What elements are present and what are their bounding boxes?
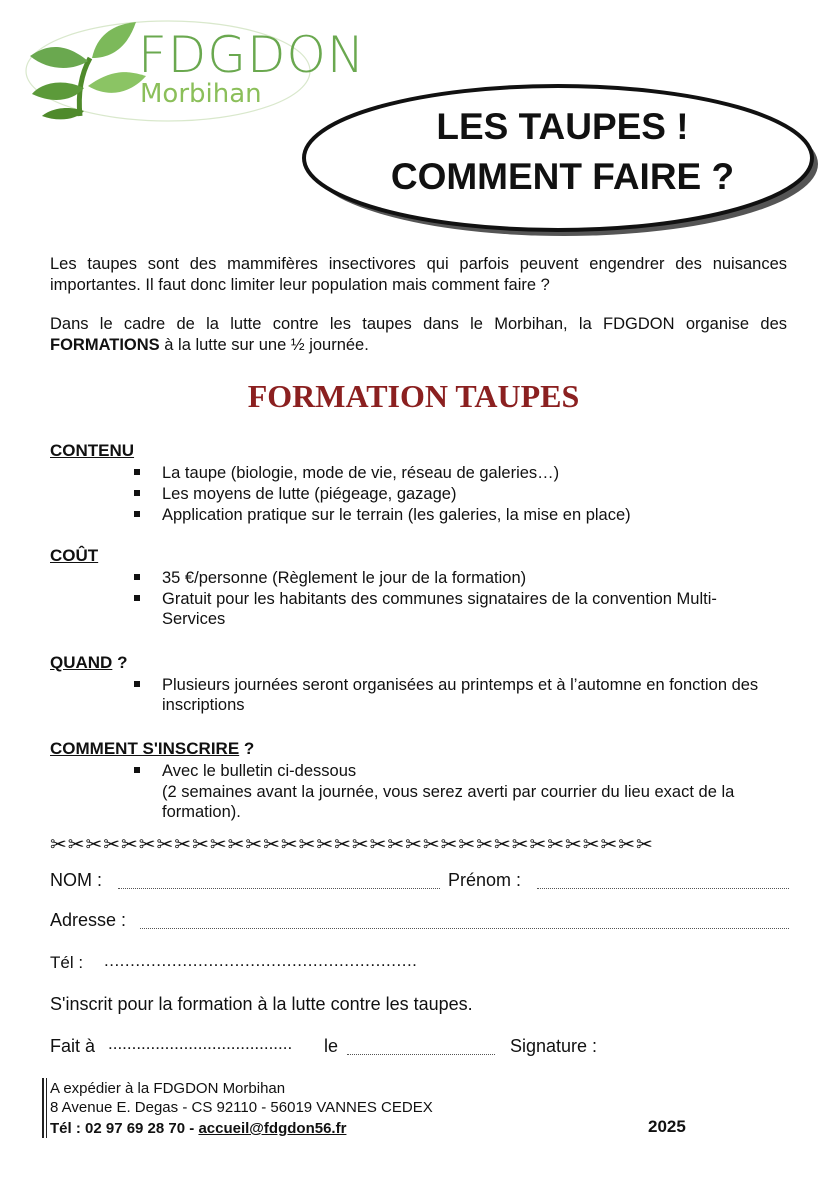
form-nom-row [50, 870, 102, 891]
formation-title: FORMATION TAUPES [247, 378, 580, 414]
inscription-text: S'inscrit pour la formation à la lutte contre les taupes. [50, 994, 473, 1014]
section-heading-cout: COÛT [50, 546, 99, 565]
adresse-field[interactable] [140, 916, 789, 929]
section-heading-inscrire: COMMENT S'INSCRIRE ? [50, 739, 255, 758]
intro-paragraph-1: Les taupes sont des mammifères insectivores qui parfois peuvent engendrer des nuisances importantes. Il faut donc limiter leur population mais comment faire ? [50, 255, 787, 294]
logo-subtitle: Morbihan [140, 79, 262, 109]
footer-contact: Tél : 02 97 69 28 70 - accueil@fdgdon56.fr [50, 1120, 347, 1137]
nom-label: NOM : [50, 870, 102, 890]
section-heading-contenu: CONTENU [50, 441, 135, 460]
footer-year: 2025 [648, 1117, 686, 1136]
prenom-label: Prénom : [448, 870, 522, 890]
fait-label: Fait à [50, 1036, 96, 1056]
fait-field[interactable]: ....................................... [108, 1034, 293, 1053]
signature-label: Signature : [510, 1036, 598, 1056]
intro-paragraph-2: Dans le cadre de la lutte contre les taupes dans le Morbihan, la FDGDON organise des FORMATIONS à la lutte sur une ½ journée. [50, 315, 787, 354]
banner-line-2: COMMENT FAIRE ? [390, 156, 735, 197]
nom-field[interactable] [118, 876, 440, 889]
banner-line-1: LES TAUPES ! [436, 106, 689, 147]
le-label: le [324, 1036, 339, 1056]
logo-title: FDGDON [138, 26, 366, 84]
footer-line-1: A expédier à la FDGDON Morbihan [50, 1080, 286, 1097]
footer-divider [42, 1078, 44, 1138]
tel-field[interactable]: ............................................................ [104, 951, 418, 970]
le-date-field[interactable] [347, 1042, 495, 1055]
section-heading-quand: QUAND ? [50, 653, 128, 672]
footer-divider [46, 1078, 47, 1138]
email-link[interactable]: accueil@fdgdon56.fr [198, 1120, 347, 1137]
tel-label: Tél : [50, 953, 84, 972]
scissors-cut-line: ✂✂✂✂✂✂✂✂✂✂✂✂✂✂✂✂✂✂✂✂✂✂✂✂✂✂✂✂✂✂✂✂✂✂ [50, 834, 654, 856]
adresse-label: Adresse : [50, 910, 127, 930]
footer-address: 8 Avenue E. Degas - CS 92110 - 56019 VANNES CEDEX [50, 1099, 433, 1116]
prenom-field[interactable] [537, 876, 789, 889]
